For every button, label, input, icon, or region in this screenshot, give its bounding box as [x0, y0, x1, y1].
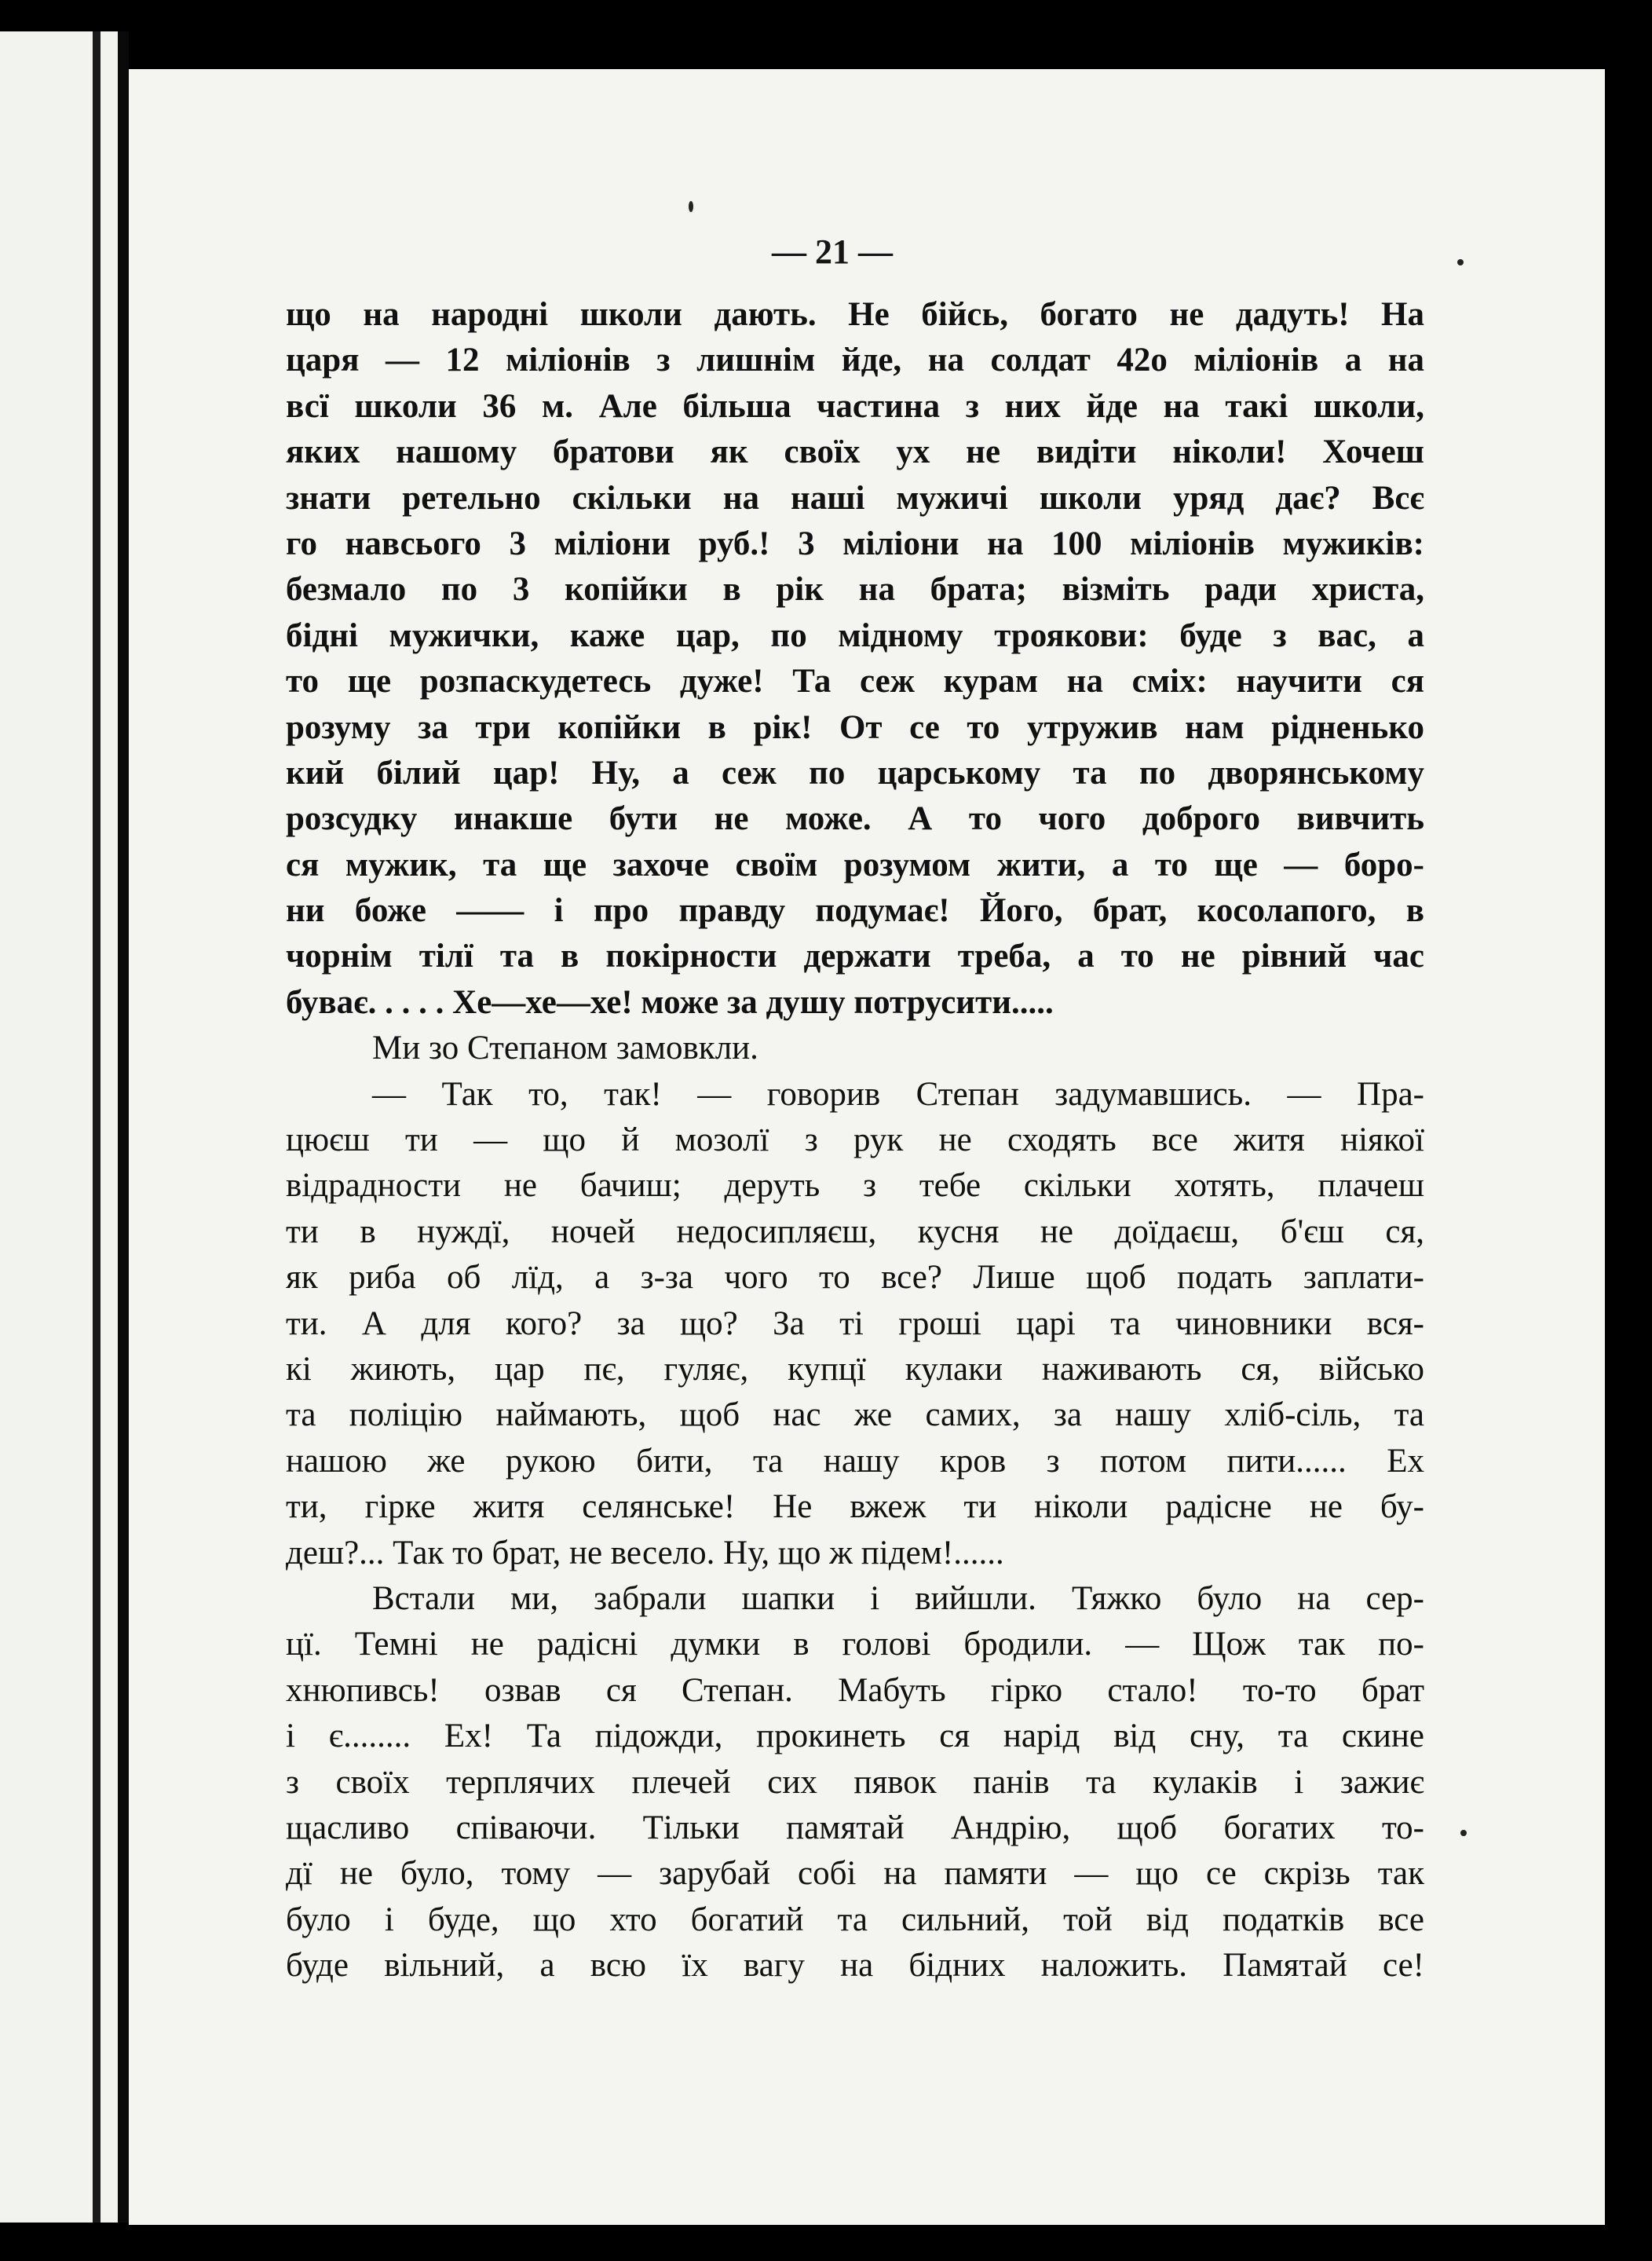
text-line: то ще розпаскудетесь дуже! Та сеж курам на сміх: научити ся	[286, 663, 1424, 701]
text-line: ти, гірке житя селянське! Не вжеж ти ніколи радісне не бу-	[286, 1488, 1424, 1526]
text-line: кі жиють, цар пє, гуляє, купцї кулаки наживають ся, військо	[286, 1350, 1424, 1388]
text-line: яких нашому братови як своїх ух не видіти ніколи! Хочеш	[286, 434, 1424, 471]
text-line: цї. Темні не радісні думки в голові бродили. — Щож так по-	[286, 1626, 1424, 1663]
text-line: деш?... Так то брат, не весело. Ну, що ж підем!......	[286, 1534, 1004, 1571]
ink-speck	[1457, 259, 1464, 265]
text-line: Ми зо Степаном замовкли.	[372, 1030, 758, 1067]
ink-speck	[689, 201, 693, 212]
text-line: і є........ Ех! Та підожди, прокинеть ся нарід від сну, та скине	[286, 1718, 1424, 1755]
text-line: відрадности не бачиш; деруть з тебе скільки хотять, плачеш	[286, 1167, 1424, 1205]
text-line: бідні мужички, каже цар, по мідному троякови: буде з вас, а	[286, 616, 1424, 654]
text-line: розсудку инакше бути не може. А то чого доброго вивчить	[286, 800, 1424, 838]
text-line: було і буде, що хто богатий та сильний, той від податків все	[286, 1901, 1424, 1938]
text-line: як риба об лїд, а з-за чого то все? Лише щоб подать заплати-	[286, 1259, 1424, 1297]
text-line: буде вільний, а всю їх вагу на бідних наложить. Памятай се!	[286, 1947, 1424, 1985]
previous-page-edge	[0, 31, 129, 2223]
text-line: ни боже —— і про правду подумає! Його, брат, косолапого, в	[286, 892, 1424, 930]
text-line: кий білий цар! Ну, а сеж по царському та по дворянському	[286, 754, 1424, 792]
text-line: цюєш ти — що й мозолї з рук не сходять все житя ніякої	[286, 1121, 1424, 1159]
text-line: ся мужик, та ще захоче своїм розумом жити, а то ще — боро-	[286, 846, 1424, 884]
text-line: царя — 12 міліонів з лишнім йде, на солдат 42о міліонів а на	[286, 342, 1424, 379]
book-gutter	[93, 31, 101, 2223]
text-line: та поліцію наймають, щоб нас же самих, за нашу хліб-сіль, та	[286, 1396, 1424, 1434]
page-number: — 21 —	[772, 232, 893, 271]
body-text	[286, 292, 1424, 1988]
ink-speck	[1460, 1830, 1467, 1836]
text-line: всї школи 36 м. Але більша частина з них йде на такі школи,	[286, 387, 1424, 425]
text-line: розуму за три копійки в рік! От се то утружив нам рідненько	[286, 708, 1424, 746]
text-line: дї не було, тому — зарубай собі на памяти — що се скрізь так	[286, 1855, 1424, 1893]
text-line: ти в нуждї, ночей недосипляєш, кусня не доїдаєш, б'єш ся,	[286, 1213, 1424, 1250]
text-line: буває. . . . . Хе—хе—хе! може за душу потрусити.....	[286, 983, 1054, 1021]
text-line: чорнім тілї та в покірности держати треба, а то не рівний час	[286, 938, 1424, 975]
text-line: го навсього 3 міліони руб.! 3 міліони на 100 міліонів мужиків:	[286, 525, 1424, 562]
text-line: хнюпивсь! озвав ся Степан. Мабуть гірко стало! то-то брат	[286, 1671, 1424, 1709]
text-line: щасливо співаючи. Тільки памятай Андрію, щоб богатих то-	[286, 1809, 1424, 1846]
text-line: Встали ми, забрали шапки і вийшли. Тяжко було на сер-	[372, 1579, 1424, 1617]
text-line: нашою же рукою бити, та нашу кров з потом пити...... Ех	[286, 1442, 1424, 1480]
text-line: з своїх терплячих плечей сих пявок панів та кулаків і зажиє	[286, 1763, 1424, 1801]
text-line: знати ретельно скільки на наші мужичі школи уряд дає? Всє	[286, 479, 1424, 517]
text-line: безмало по 3 копійки в рік на брата; візміть ради христа,	[286, 571, 1424, 609]
text-line: — Так то, так! — говорив Степан задумавшись. — Пра-	[372, 1075, 1424, 1113]
text-line: що на народні школи дають. Не бійсь, богато не дадуть! На	[286, 296, 1424, 333]
text-line: ти. А для кого? за що? За ті гроші царі та чиновники вся-	[286, 1304, 1424, 1342]
